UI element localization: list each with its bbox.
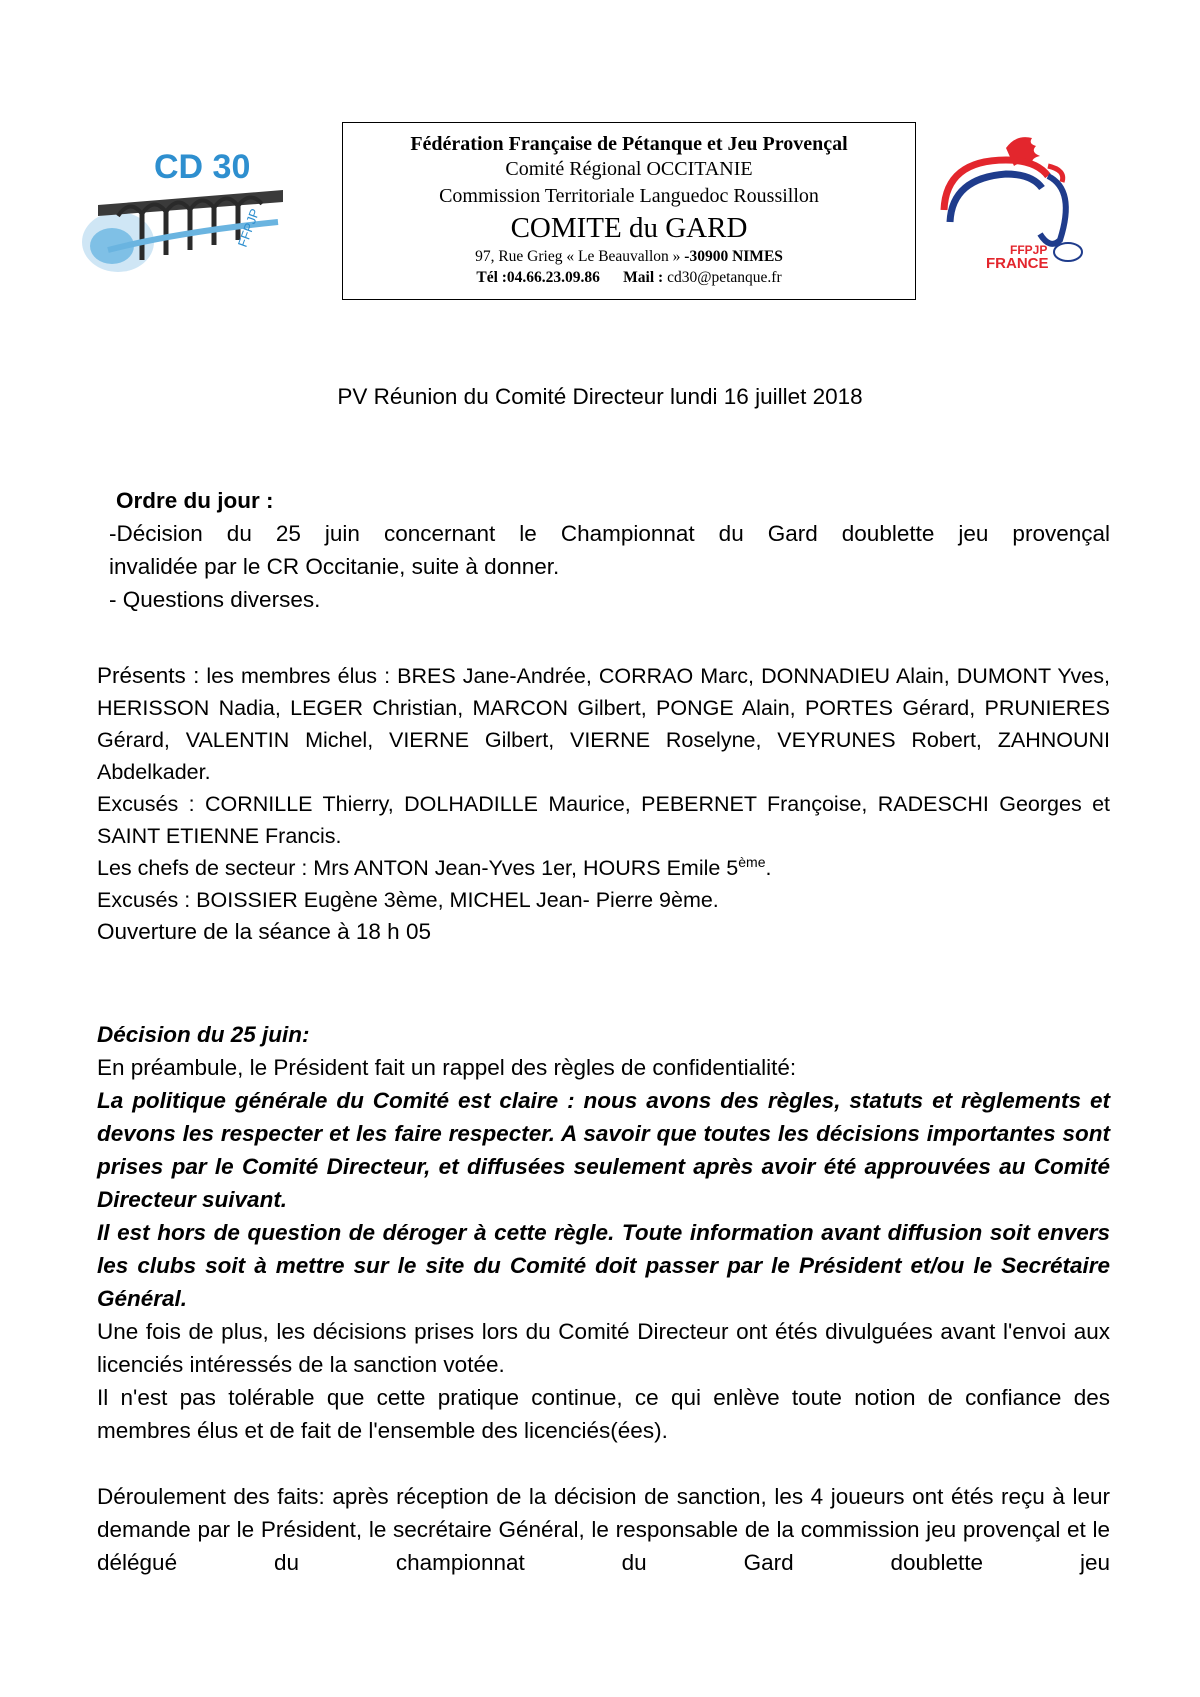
aqueduct-logo-icon xyxy=(78,150,290,278)
logo-ffpjp-text: FFPJP xyxy=(1010,243,1048,257)
agenda-heading: Ordre du jour : xyxy=(116,488,274,513)
paragraph-divulgation: Une fois de plus, les décisions prises lors du Comité Directeur ont étés divulguées avant l'envoi aux licenciés intéressés de la sanction votée. xyxy=(97,1319,1110,1377)
decision-heading: Décision du 25 juin: xyxy=(97,1022,310,1047)
policy-rule: Il est hors de question de déroger à cette règle. Toute information avant diffusion soit envers les clubs soit à mettre sur le site du Comité doit passer par le Président et/ou le Secrétaire Général. xyxy=(97,1220,1110,1311)
logo-france-text: FRANCE xyxy=(986,255,1049,272)
logo-ffpjp-small: FFPJP xyxy=(234,206,263,250)
agenda-item-2: - Questions diverses. xyxy=(109,587,321,612)
agenda-item-1-line-2: invalidée par le CR Occitanie, suite à donner. xyxy=(109,554,560,579)
mail-address: cd30@petanque.fr xyxy=(667,269,782,286)
address-street: 97, Rue Grieg « Le Beauvallon » xyxy=(475,248,685,265)
document-title: PV Réunion du Comité Directeur lundi 16 juillet 2018 xyxy=(337,384,863,409)
cd30-logo xyxy=(78,150,290,278)
paragraph-tolerance: Il n'est pas tolérable que cette pratique continue, ce qui enlève toute notion de confiance des membres élus et de fait de l'ensemble des licenciés(ées). xyxy=(97,1385,1110,1443)
excused-chiefs: Excusés : BOISSIER Eugène 3ème, MICHEL Jean- Pierre 9ème. xyxy=(97,888,719,912)
mail-label: Mail : xyxy=(623,269,668,286)
agenda-item-1-line-1: -Décision du 25 juin concernant le Championnat du Gard doublette jeu provençal xyxy=(109,521,1110,546)
letterhead xyxy=(342,122,916,300)
regional-committee: Comité Régional OCCITANIE xyxy=(505,158,753,180)
sector-chiefs-sup: ème xyxy=(738,853,766,870)
presents-list: les membres élus : BRES Jane-Andrée, CORRAO Marc, DONNADIEU Alain, DUMONT Yves, HERISSON Nadia, LEGER Christian, MARCON Gilbert, PONGE Alain, PORTES Gérard, PRUNIERES Gérard, VALENTIN Michel, VIERNE Gilbert, VIERNE Roselyne, VEYRUNES Robert, ZAHNOUNI Abdelkader. xyxy=(97,664,1110,784)
paragraph-facts: Déroulement des faits: après réception de la décision de sanction, les 4 joueurs ont étés reçu à leur demande par le Président, le secrétaire Général, le responsable de la commission jeu provençal et le délégué du championnat du Gard doublette jeu xyxy=(97,1484,1110,1575)
policy-statement: La politique générale du Comité est claire : nous avons des règles, statuts et règlements et devons les respecter et les faire respecter. A savoir que toutes les décisions importantes sont prises par le Comité Directeur, et diffusées seulement après avoir été approuvées au Comité Directeur suivant. xyxy=(97,1088,1110,1212)
agenda-section xyxy=(109,484,1110,616)
attendance-section xyxy=(97,660,1110,948)
rooster-logo-icon xyxy=(936,130,1086,278)
address xyxy=(343,246,915,268)
territorial-commission: Commission Territoriale Languedoc Roussillon xyxy=(439,185,819,207)
sector-chiefs-end: . xyxy=(765,856,772,880)
presents-paragraph xyxy=(97,660,1110,788)
comite-name: COMITE du GARD xyxy=(510,212,748,244)
ffpjp-france-logo xyxy=(936,130,1086,278)
sector-chiefs-text: Les chefs de secteur : Mrs ANTON Jean-Yves 1er, HOURS Emile 5 xyxy=(97,856,739,880)
sector-chiefs xyxy=(97,852,1110,884)
presents-label: Présents : xyxy=(97,663,200,688)
excused-members: Excusés : CORNILLE Thierry, DOLHADILLE Maurice, PEBERNET Françoise, RADESCHI Georges et SAINT ETIENNE Francis. xyxy=(97,792,1110,848)
contact-line xyxy=(343,268,915,288)
session-opening: Ouverture de la séance à 18 h 05 xyxy=(97,919,431,944)
phone: Tél :04.66.23.09.86 xyxy=(476,269,600,286)
spacer xyxy=(97,1447,1110,1480)
address-city: -30900 NIMES xyxy=(684,248,783,265)
logo-cd30-text: CD 30 xyxy=(154,150,251,186)
decision-section xyxy=(97,1018,1110,1579)
preamble: En préambule, le Président fait un rappel des règles de confidentialité: xyxy=(97,1055,797,1080)
federation-name: Fédération Française de Pétanque et Jeu Provençal xyxy=(410,133,848,155)
